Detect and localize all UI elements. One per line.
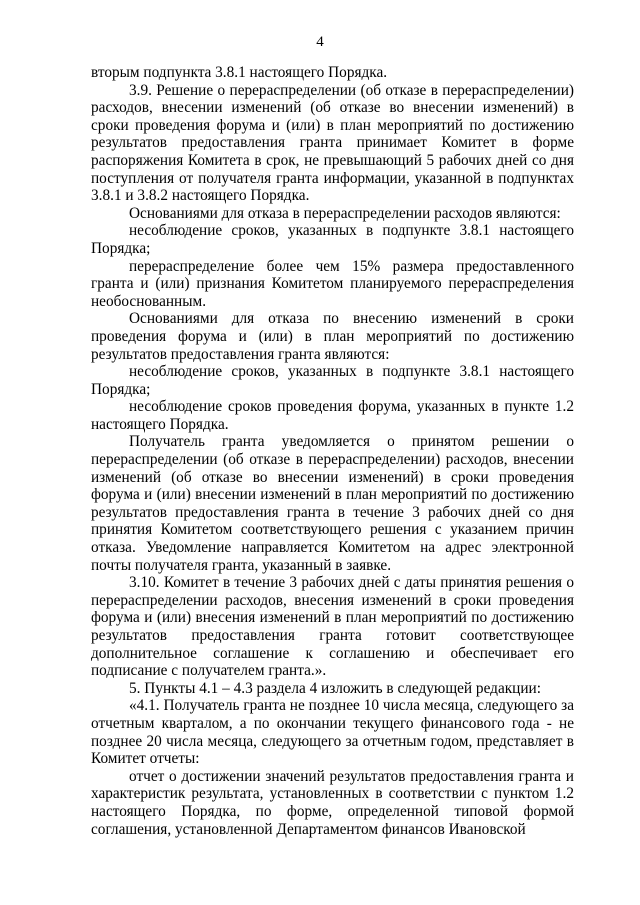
paragraph-item-5: 5. Пункты 4.1 – 4.3 раздела 4 изложить в следующей редакции: <box>129 679 541 697</box>
paragraph-continuation: вторым подпунктa 3.8.1 настоящего Порядка. <box>91 64 388 81</box>
document-body <box>91 64 574 838</box>
paragraph-refusal-grounds-heading: Основаниями для отказа в перераспределении расходов являются: <box>129 204 561 222</box>
paragraph-notification: Получатель гранта уведомляется о принятом решении о перераспределении (об отказе в перераспределении) расходов, внесении изменений (об отказе во внесении изменений) в сроки проведения форума и (или) внесении изменений в план мероприятий по достижению результатов предоставления гранта в течение 3 рабочих дней со дня принятия Комитетом соответствующего решения с указанием причин отказа. Уведомление направляется Комитетом на адрес электронной почты получателя гранта, указанный в заявке. <box>91 433 574 574</box>
paragraph-3-10: 3.10. Комитет в течение 3 рабочих дней с даты принятия решения о перераспределении расходов, внесения изменений в сроки проведения форума и (или) внесения изменений в план мероприятий по достижению результатов предоставления гранта готовит соответствующее дополнительное соглашение к соглашению и обеспечивает его подписание с получателем гранта.». <box>91 574 574 680</box>
paragraph-report: отчет о достижении значений результатов предоставления гранта и характеристик результата, установленных в соответствии с пунктом 1.2 настоящего Порядка, по форме, определенной типовой формой соглашения, установленной Департаментом финансов Ивановской <box>91 767 574 838</box>
paragraph-refusal-ground-2: перераспределение более чем 15% размера предоставленного гранта и (или) признания Комитетом планируемого перераспределения необоснованным. <box>91 257 574 310</box>
paragraph-change-refusal-heading: Основаниями для отказа по внесению изменений в сроки проведения форума и (или) в план мероприятий по достижению результатов предоставления гранта являются: <box>91 310 574 363</box>
page-number: 4 <box>316 34 324 50</box>
paragraph-change-refusal-1: несоблюдение сроков, указанных в подпункте 3.8.1 настоящего Порядка; <box>91 363 574 398</box>
paragraph-change-refusal-2: несоблюдение сроков проведения форума, указанных в пункте 1.2 настоящего Порядка. <box>91 398 574 433</box>
paragraph-refusal-ground-1: несоблюдение сроков, указанных в подпункте 3.8.1 настоящего Порядка; <box>91 222 574 257</box>
paragraph-4-1: «4.1. Получатель гранта не позднее 10 числа месяца, следующего за отчетным кварталом, а по окончании текущего финансового года - не позднее 20 числа месяца, следующего за отчетным годом, представляет в Комитет отчеты: <box>91 697 574 768</box>
paragraph-3-9: 3.9. Решение о перераспределении (об отказе в перераспределении) расходов, внесении изменений (об отказе во внесении изменений) в сроки проведения форума и (или) в план мероприятий по достижению результатов предоставления гранта принимает Комитет в форме распоряжения Комитета в срок, не превышающий 5 рабочих дней со дня поступления от получателя гранта информации, указанной в подпунктах 3.8.1 и 3.8.2 настоящего Порядка. <box>91 81 574 205</box>
